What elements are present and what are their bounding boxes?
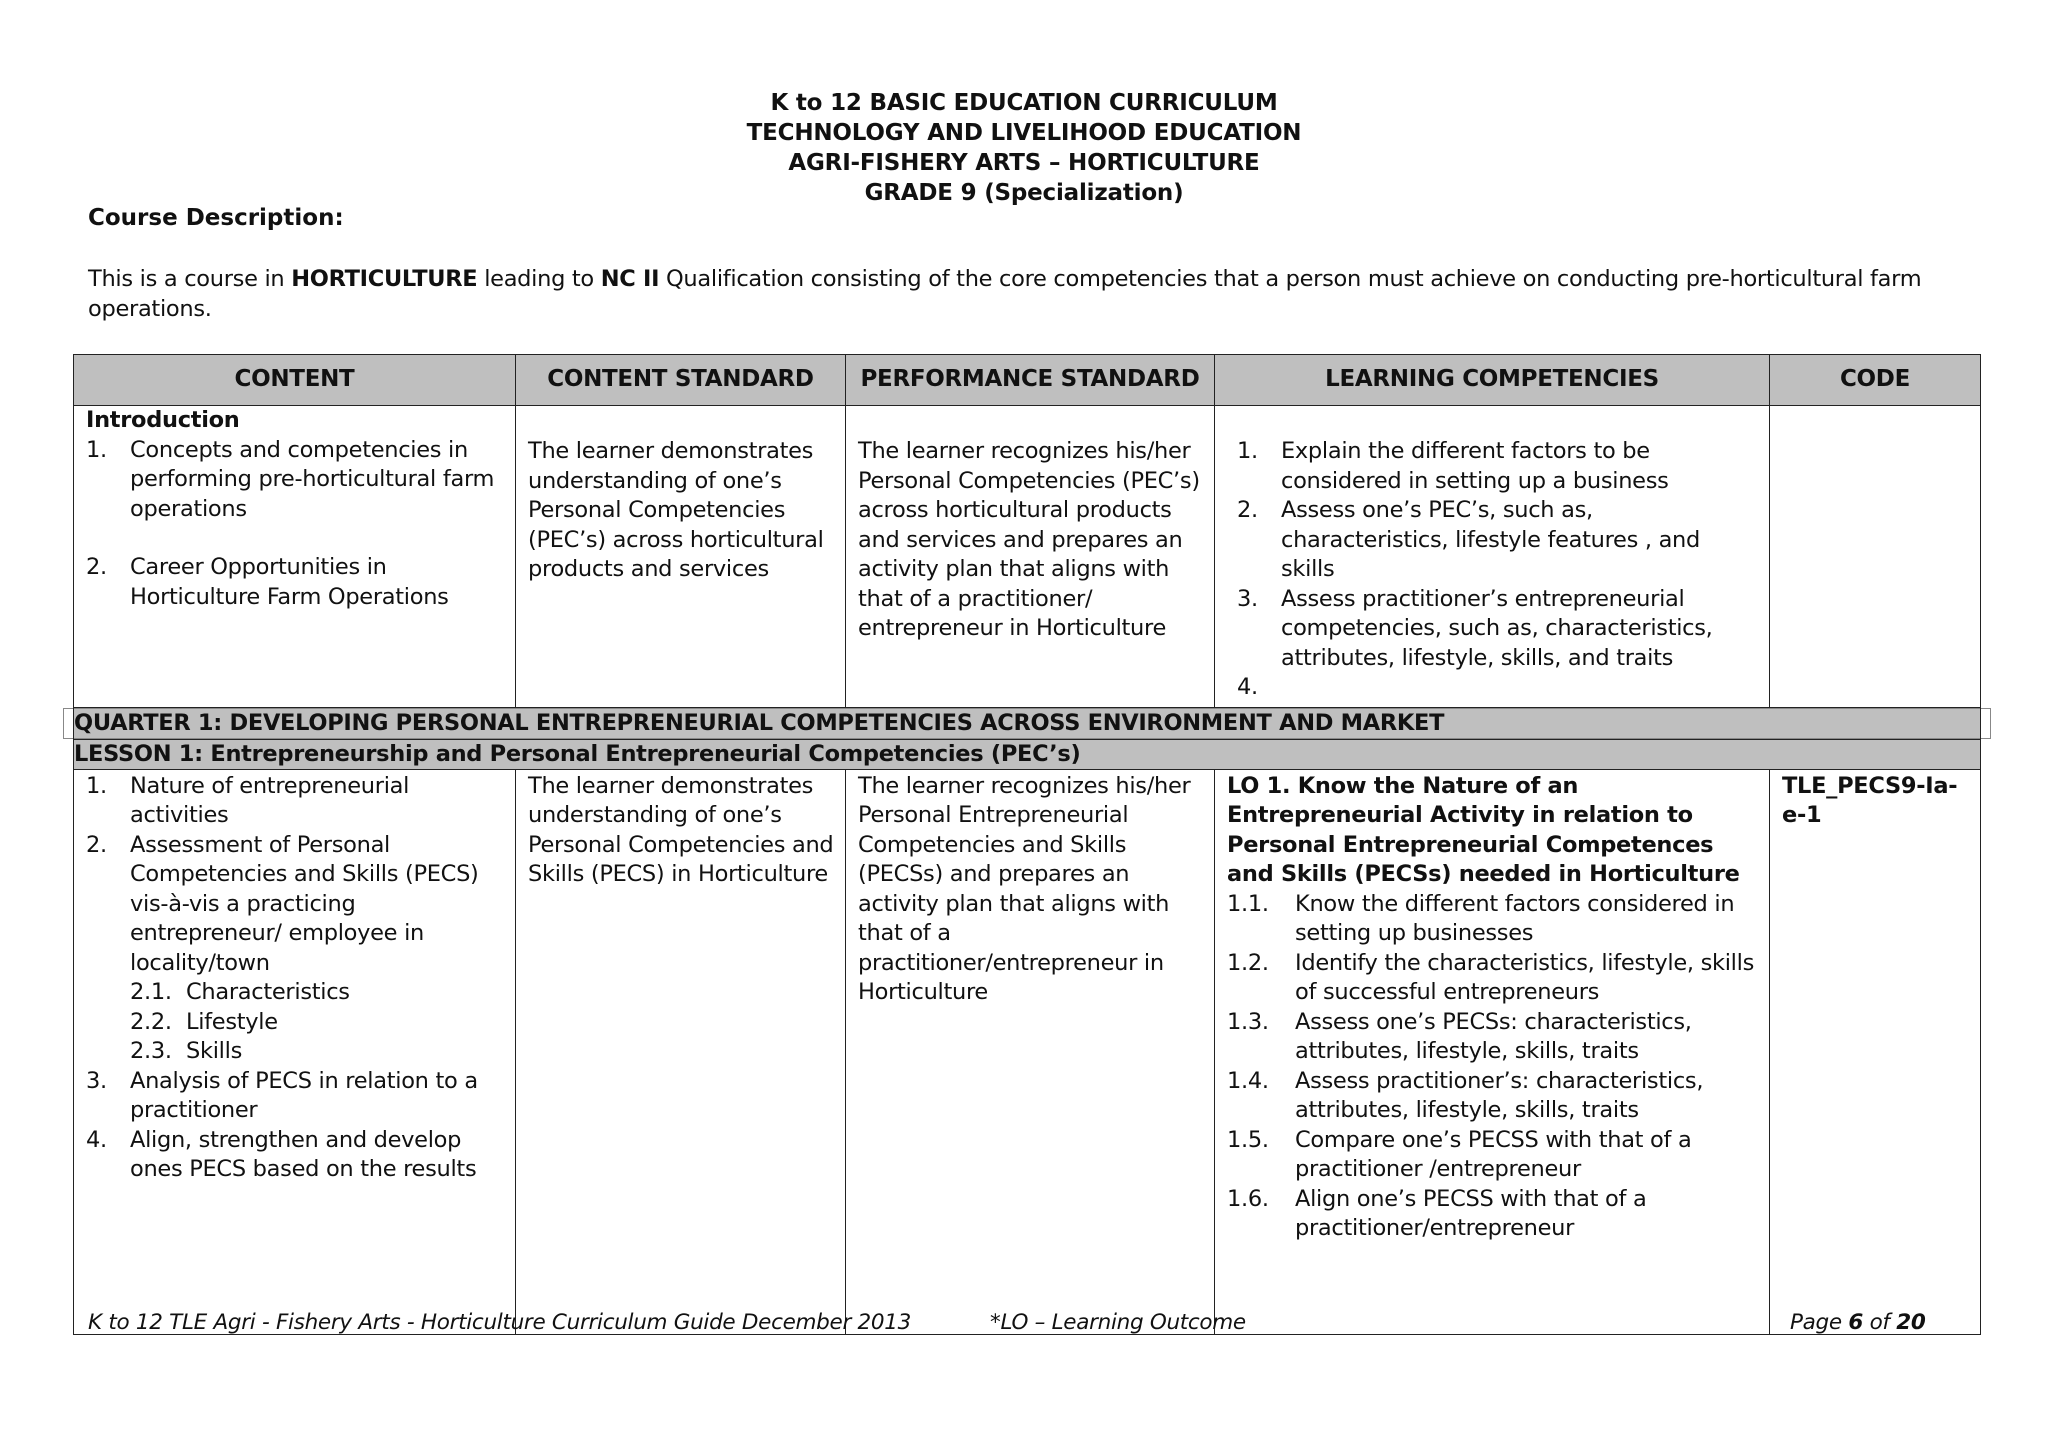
item-number: 3. bbox=[86, 1067, 107, 1094]
header-line-2: TECHNOLOGY AND LIVELIHOOD EDUCATION bbox=[746, 120, 1302, 146]
quarter-band bbox=[74, 707, 1981, 739]
lesson1-content-cell bbox=[74, 769, 516, 1334]
item-number: 2.2. bbox=[130, 1008, 172, 1035]
item-text: Align, strengthen and develop ones PECS based on the results bbox=[130, 1126, 477, 1182]
item-text: Assess practitioner’s: characteristics, attributes, lifestyle, skills, traits bbox=[1295, 1067, 1704, 1123]
item-text: Assessment of Personal Competencies and Skills (PECS) vis-à-vis a practicing entrepreneur/ employee in locality/town bbox=[130, 831, 479, 976]
intro-performance-standard-cell bbox=[846, 406, 1215, 708]
list-item bbox=[86, 1067, 505, 1126]
lesson-band-row bbox=[74, 739, 1981, 769]
intro-content-cell bbox=[74, 406, 516, 708]
list-item bbox=[130, 1008, 505, 1038]
list-item bbox=[1227, 949, 1759, 1008]
item-number: 1.4. bbox=[1227, 1067, 1269, 1094]
item-number: 1. bbox=[1237, 438, 1258, 464]
header-learning-competencies: LEARNING COMPETENCIES bbox=[1215, 355, 1770, 406]
list-item bbox=[86, 553, 505, 612]
intro-content-list bbox=[86, 436, 505, 613]
lesson1-code-cell bbox=[1770, 769, 1981, 1334]
lesson1-competencies-cell bbox=[1215, 769, 1770, 1334]
item-number: 1.5. bbox=[1227, 1126, 1269, 1153]
table-row-lesson1 bbox=[74, 769, 1981, 1334]
lesson1-code: TLE_PECS9-Ia-e-1 bbox=[1782, 772, 1958, 828]
item-number: 3. bbox=[1237, 585, 1258, 612]
header-content: CONTENT bbox=[74, 355, 516, 406]
list-item bbox=[86, 831, 505, 1067]
item-number: 1.1. bbox=[1227, 890, 1269, 917]
item-number: 2. bbox=[1237, 497, 1258, 523]
lesson-band: LESSON 1: Entrepreneurship and Personal Entrepreneurial Competencies (PEC’s) bbox=[74, 739, 1981, 769]
course-desc-part: Qualification consisting of the core competencies that a person must achieve on conducting pre-horticultural farm operations. bbox=[88, 266, 1922, 322]
item-number: 1.6. bbox=[1227, 1185, 1269, 1212]
item-text: Know the different factors considered in setting up businesses bbox=[1295, 890, 1735, 946]
quarter-band-text: QUARTER 1: DEVELOPING PERSONAL ENTREPRENEURIAL COMPETENCIES ACROSS ENVIRONMENT AND MARKET bbox=[63, 708, 1991, 739]
course-desc-bold: HORTICULTURE bbox=[291, 266, 478, 292]
lesson1-performance-standard-cell bbox=[846, 769, 1215, 1334]
page-prefix: Page bbox=[1790, 1310, 1849, 1335]
header-line-3: AGRI-FISHERY ARTS – HORTICULTURE bbox=[788, 150, 1260, 176]
item-number: 1. bbox=[86, 436, 107, 463]
item-text: Skills bbox=[186, 1038, 242, 1064]
course-desc-bold: NC II bbox=[600, 266, 660, 292]
item-text: Assess practitioner’s entrepreneurial competencies, such as, characteristics, attributes, lifestyle, skills, and traits bbox=[1281, 585, 1713, 671]
header-content-standard: CONTENT STANDARD bbox=[516, 355, 846, 406]
item-text: Assess one’s PECSs: characteristics, attributes, lifestyle, skills, traits bbox=[1295, 1008, 1692, 1064]
intro-competencies-list bbox=[1237, 437, 1759, 703]
intro-competencies-cell bbox=[1215, 406, 1770, 708]
header-code: CODE bbox=[1770, 355, 1981, 406]
list-item bbox=[1237, 585, 1759, 674]
item-number: 2.1. bbox=[130, 979, 172, 1005]
item-text: Explain the different factors to be considered in setting up a business bbox=[1281, 438, 1669, 494]
header-line-1: K to 12 BASIC EDUCATION CURRICULUM bbox=[770, 90, 1278, 116]
lesson1-content-standard: The learner demonstrates understanding of one’s Personal Competencies and Skills (PECS) in Horticulture bbox=[528, 772, 834, 887]
list-item bbox=[86, 1126, 505, 1185]
list-item bbox=[1227, 1126, 1759, 1185]
list-item bbox=[86, 436, 505, 525]
item-text: Analysis of PECS in relation to a practitioner bbox=[130, 1067, 478, 1123]
item-text: Nature of entrepreneurial activities bbox=[130, 772, 410, 828]
list-item bbox=[1237, 437, 1759, 496]
item-text: Compare one’s PECSS with that of a practitioner /entrepreneur bbox=[1295, 1126, 1692, 1182]
list-item bbox=[1227, 1185, 1759, 1244]
list-item bbox=[86, 772, 505, 831]
course-desc-part: leading to bbox=[477, 266, 601, 292]
list-item bbox=[130, 978, 505, 1008]
lo-items-list bbox=[1227, 890, 1759, 1244]
item-text: Career Opportunities in Horticulture Farm Operations bbox=[130, 554, 449, 610]
item-number: 1.3. bbox=[1227, 1008, 1269, 1035]
item-text: Concepts and competencies in performing pre-horticultural farm operations bbox=[130, 436, 495, 522]
intro-content-standard-cell bbox=[516, 406, 846, 708]
course-description-text bbox=[88, 264, 1968, 324]
page-of: of bbox=[1863, 1310, 1897, 1335]
intro-title: Introduction bbox=[86, 407, 240, 433]
item-number: 1.2. bbox=[1227, 949, 1269, 976]
page-current: 6 bbox=[1848, 1310, 1864, 1335]
item-number: 1. bbox=[86, 772, 107, 799]
item-text: Characteristics bbox=[186, 979, 350, 1005]
item-number: 4. bbox=[1237, 674, 1258, 700]
footer-document-title: K to 12 TLE Agri - Fishery Arts - Horticulture Curriculum Guide December 2013 bbox=[88, 1310, 912, 1335]
lesson1-sub-list bbox=[130, 978, 505, 1067]
footer-lo-note: *LO – Learning Outcome bbox=[990, 1310, 1246, 1335]
document-header bbox=[0, 88, 2048, 208]
page-total: 20 bbox=[1896, 1310, 1926, 1335]
list-item bbox=[1227, 890, 1759, 949]
header-line-4: GRADE 9 (Specialization) bbox=[864, 180, 1184, 206]
item-number: 2. bbox=[86, 554, 107, 580]
item-number: 2.3. bbox=[130, 1038, 172, 1064]
intro-code bbox=[1770, 406, 1980, 412]
lesson1-performance-standard: The learner recognizes his/her Personal Entrepreneurial Competencies and Skills (PECSs) and prepares an activity plan that aligns with that of a practitioner/entrepreneur in Horticulture bbox=[858, 772, 1191, 1005]
header-performance-standard: PERFORMANCE STANDARD bbox=[846, 355, 1215, 406]
item-number: 2. bbox=[86, 831, 107, 858]
table-row-intro bbox=[74, 406, 1981, 708]
course-desc-part: This is a course in bbox=[88, 266, 292, 292]
item-text bbox=[1281, 674, 1288, 700]
item-text: Identify the characteristics, lifestyle, skills of successful entrepreneurs bbox=[1295, 949, 1755, 1005]
footer-page-number bbox=[1790, 1310, 1926, 1335]
intro-code-cell bbox=[1770, 406, 1981, 708]
item-number: 4. bbox=[86, 1126, 107, 1153]
lo-title: LO 1. Know the Nature of an Entrepreneurial Activity in relation to Personal Entrepreneurial Competences and Skills (PECSs) needed in Horticulture bbox=[1227, 772, 1740, 887]
list-item bbox=[1227, 1067, 1759, 1126]
curriculum-table bbox=[73, 354, 1981, 1335]
item-text: Lifestyle bbox=[186, 1008, 278, 1035]
table-header-row bbox=[74, 355, 1981, 406]
list-item bbox=[130, 1037, 505, 1067]
item-text: Assess one’s PEC’s, such as, characteristics, lifestyle features , and skills bbox=[1281, 497, 1701, 582]
lesson1-content-list bbox=[86, 772, 505, 1185]
list-item bbox=[1237, 673, 1759, 703]
list-item bbox=[1227, 1008, 1759, 1067]
course-description-label: Course Description: bbox=[88, 205, 344, 231]
list-item bbox=[1237, 496, 1759, 585]
item-text: Align one’s PECSS with that of a practitioner/entrepreneur bbox=[1295, 1185, 1647, 1241]
quarter-band-row bbox=[74, 707, 1981, 739]
lesson1-content-standard-cell bbox=[516, 769, 846, 1334]
intro-performance-standard: The learner recognizes his/her Personal Competencies (PEC’s) across horticultural products and services and prepares an activity plan that aligns with that of a practitioner/ entrepreneur in Horticulture bbox=[858, 438, 1200, 641]
intro-content-standard: The learner demonstrates understanding of one’s Personal Competencies (PEC’s) across horticultural products and services bbox=[528, 438, 824, 582]
